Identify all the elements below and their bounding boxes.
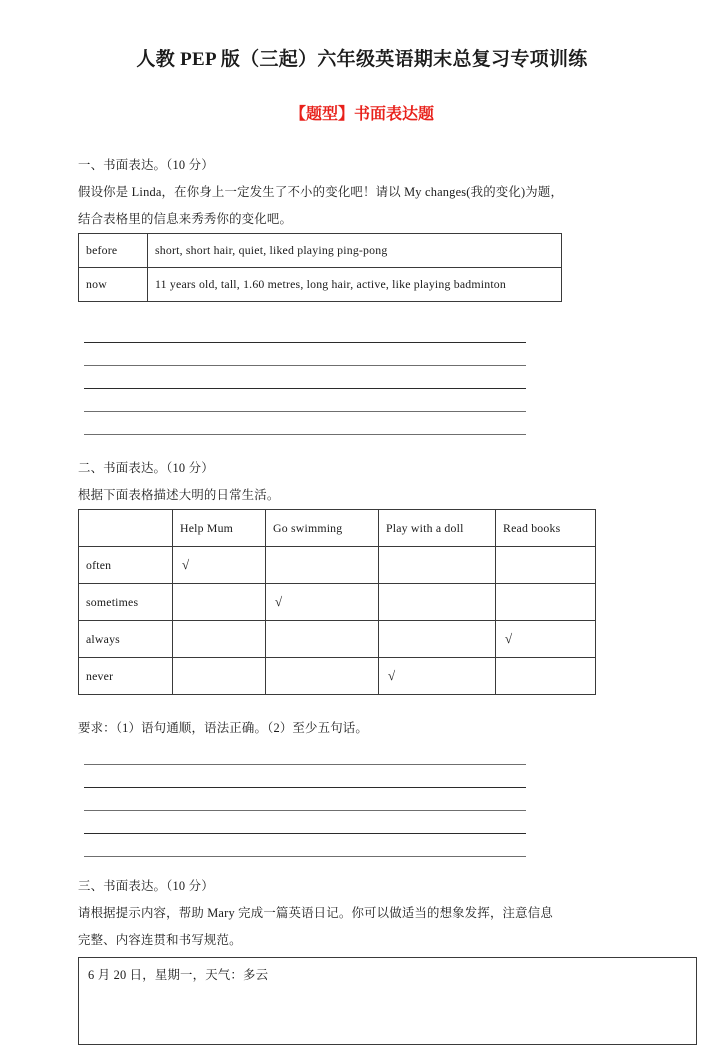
row-content: 11 years old, tall, 1.60 metres, long hair, active, like playing badminton [148,268,562,302]
check-cell [266,658,379,695]
document-main-title: 人教 PEP 版（三起）六年级英语期末总复习专项训练 [136,49,588,70]
row-content: short, short hair, quiet, liked playing ping-pong [148,234,562,268]
answer-line [84,389,526,412]
check-cell [496,547,596,584]
check-cell [266,621,379,658]
row-label: always [79,621,173,658]
table-row [79,234,562,268]
row-label: now [79,268,148,302]
section1-prompt-line2: 结合表格里的信息来秀秀你的变化吧。 [78,212,293,226]
section1-answer-lines [84,320,526,435]
check-cell [173,584,266,621]
before-now-table [78,233,562,302]
answer-line [84,765,526,788]
section2-heading: 二、书面表达。（10 分） [78,461,214,475]
check-cell [173,621,266,658]
column-header: Help Mum [173,510,266,547]
diary-header-line: 6 月 20 日，星期一，天气：多云 [88,968,269,982]
table-row [79,621,596,658]
row-label: never [79,658,173,695]
section3-prompt-line1: 请根据提示内容，帮助 Mary 完成一篇英语日记。你可以做适当的想象发挥，注意信息 [78,906,553,920]
answer-line [84,366,526,389]
table-corner-cell [79,510,173,547]
document-sub-title: 【题型】书面表达题 [289,104,434,123]
answer-line [84,742,526,765]
check-cell: √ [173,547,266,584]
answer-line [84,811,526,834]
row-label: sometimes [79,584,173,621]
column-header: Play with a doll [379,510,496,547]
section1-prompt-line1: 假设你是 Linda，在你身上一定发生了不小的变化吧！请以 My changes(我的变化)为题， [78,185,564,199]
section3-heading: 三、书面表达。（10 分） [78,879,214,893]
check-cell [173,658,266,695]
diary-answer-box [78,957,697,1045]
check-cell [496,658,596,695]
column-header: Read books [496,510,596,547]
check-cell [496,584,596,621]
section3-prompt-line2: 完整、内容连贯和书写规范。 [78,933,242,947]
section2-answer-lines [84,742,526,857]
table-row [79,658,596,695]
row-label: before [79,234,148,268]
section1-heading: 一、书面表达。（10 分） [78,158,214,172]
column-header: Go swimming [266,510,379,547]
check-cell: √ [266,584,379,621]
table-row [79,584,596,621]
check-cell: √ [379,658,496,695]
check-cell [379,584,496,621]
check-cell [266,547,379,584]
answer-line [84,412,526,435]
table-row [79,547,596,584]
section2-prompt-line1: 根据下面表格描述大明的日常生活。 [78,488,280,502]
answer-line [84,343,526,366]
check-cell [379,547,496,584]
check-cell [379,621,496,658]
row-label: often [79,547,173,584]
answer-line [84,834,526,857]
table-row [79,268,562,302]
section2-requirements: 要求：（1）语句通顺，语法正确。（2）至少五句话。 [78,721,368,735]
check-cell: √ [496,621,596,658]
answer-line [84,788,526,811]
daily-life-table [78,509,596,695]
table-header-row [79,510,596,547]
answer-line [84,320,526,343]
